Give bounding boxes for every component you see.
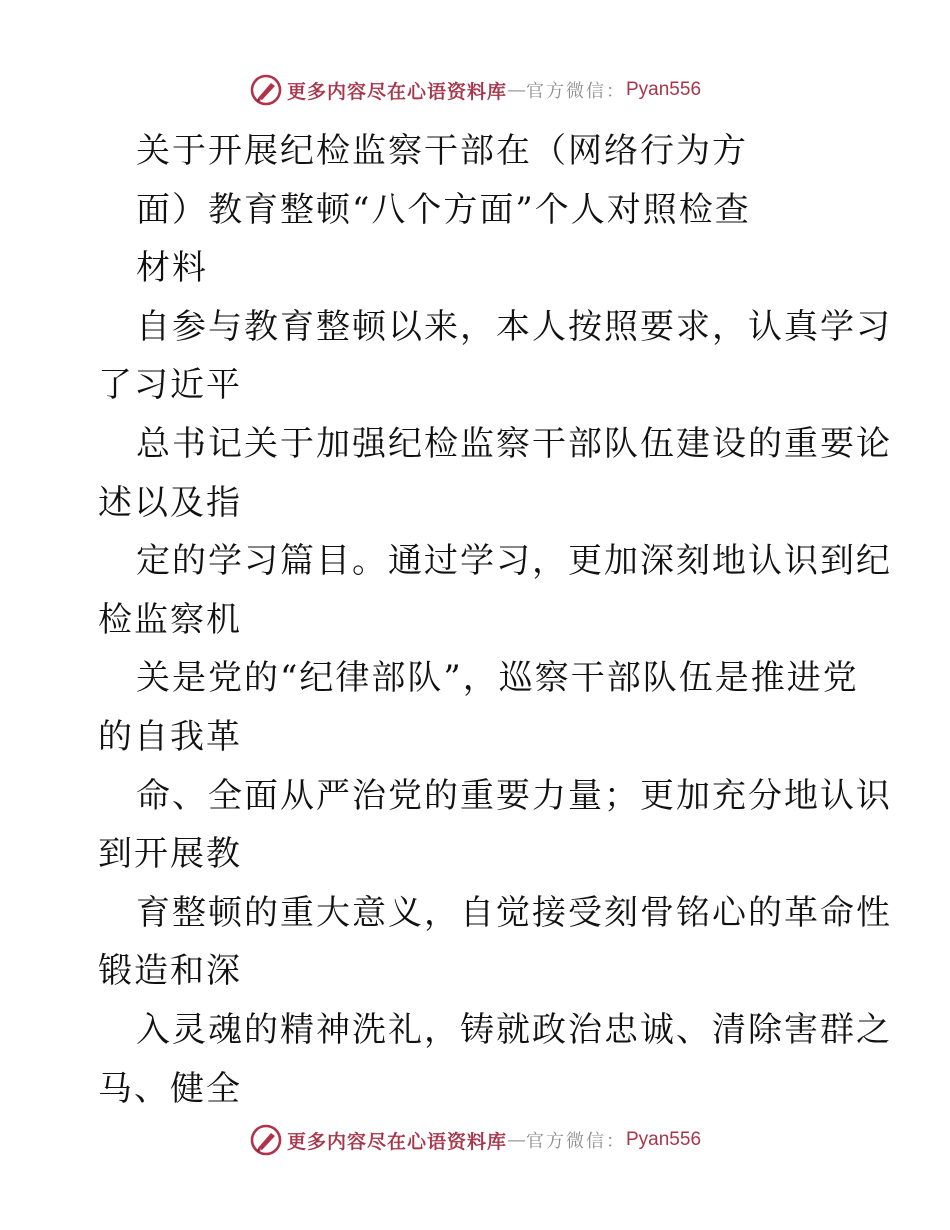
text-line: 到开展教 <box>98 834 242 875</box>
watermark-id: Pyan556 <box>626 1129 702 1150</box>
watermark-dash: — <box>507 1129 526 1151</box>
watermark-brand: 更多内容尽在心语资料库 <box>286 1130 507 1153</box>
text-line: 述以及指 <box>98 482 242 523</box>
watermark-label: 官方微信： <box>526 81 626 102</box>
watermark-label: 官方微信： <box>526 1131 626 1152</box>
pen-logo-icon <box>249 1123 283 1157</box>
document-body <box>98 122 892 1118</box>
text-line: 了习近平 <box>98 365 242 406</box>
text-line: 关于开展纪检监察干部在（网络行为方 <box>136 131 748 171</box>
text-line: 面）教育整顿“八个方面”个人对照检查 <box>136 189 751 230</box>
text-line: 入灵魂的精神洗礼，铸就政治忠诚、清除害群之 <box>136 1009 892 1050</box>
text-line: 定的学习篇目。通过学习，更加深刻地认识到纪 <box>136 541 892 582</box>
text-line: 的自我革 <box>98 716 242 757</box>
text-line: 马、健全 <box>98 1068 242 1109</box>
watermark-brand: 更多内容尽在心语资料库 <box>286 80 507 103</box>
text-line: 关是党的“纪律部队”，巡察干部队伍是推进党 <box>136 658 859 699</box>
text-line: 自参与教育整顿以来，本人按照要求，认真学习 <box>136 306 892 347</box>
text-line: 检监察机 <box>98 599 242 640</box>
text-line: 总书记关于加强纪检监察干部队伍建设的重要论 <box>136 423 892 464</box>
footer-watermark <box>0 1120 950 1160</box>
text-line: 命、全面从严治党的重要力量；更加充分地认识 <box>136 775 892 816</box>
watermark-id: Pyan556 <box>626 79 702 100</box>
text-line: 育整顿的重大意义，自觉接受刻骨铭心的革命性 <box>136 892 892 933</box>
watermark-dash: — <box>507 79 526 101</box>
text-line: 材料 <box>136 248 208 289</box>
header-watermark <box>0 70 950 110</box>
pen-logo-icon <box>249 73 283 107</box>
text-line: 锻造和深 <box>98 951 242 992</box>
